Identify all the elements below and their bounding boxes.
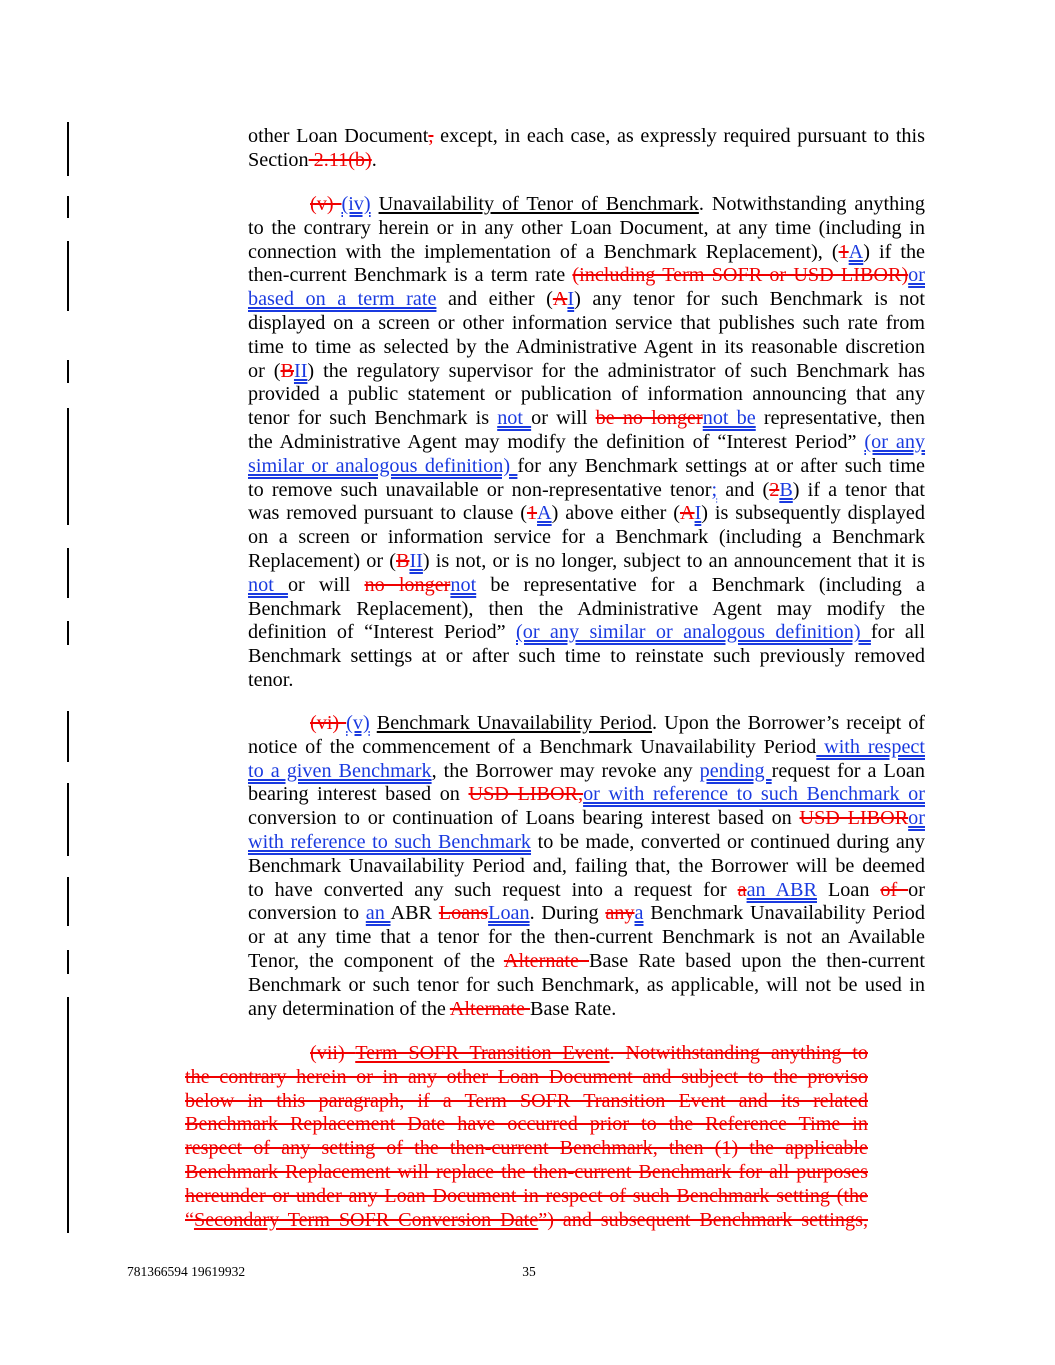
inserted-text: to a given Benchmark [248,759,432,782]
inserted-text: I [694,502,702,525]
deleted-text: , [428,125,434,147]
inserted-text: with reference to such Benchmark [248,830,532,853]
text-run: or ( [248,359,281,382]
text-run: ) if a tenor that [792,478,926,501]
deleted-text: A [679,502,695,525]
deleted-text: USD LIBOR, [468,783,584,806]
deleted-text: ”) and subsequent Benchmark settings, [538,1208,868,1231]
text-run: Base Rate based upon the then-current [589,949,925,972]
section-vii-deleted-term-sofr-transition [185,1042,868,1232]
text-line [248,241,925,265]
inserted-text: not [497,407,532,430]
inserted-text: a [634,902,644,925]
deleted-text: B [395,549,410,572]
text-line [185,1113,868,1137]
deleted-text: of [880,878,909,901]
change-bar [67,122,69,176]
text-line [248,831,925,855]
change-bar [67,783,69,856]
text-run: tenor. [248,668,294,691]
text-run: be representative for a Benchmark (including a [476,573,925,596]
text-run: provided a public statement or publication of information announcing that any [248,383,925,406]
section-iv-unavailability-of-tenor [248,193,925,693]
text-run: except, in each case, as expressly required pursuant to this [433,125,925,147]
deleted-underlined-text: Term SOFR Transition Event [355,1042,610,1064]
deleted-text: (vii) [310,1042,356,1064]
deleted-text: any [605,902,635,925]
footer-document-id: 781366594 19619932 [127,1264,246,1279]
text-line [248,645,925,669]
inserted-text: II [409,549,423,572]
inserted-text: (or any [864,430,926,453]
deleted-text: USD LIBOR [799,807,909,830]
inserted-text: or [908,807,925,830]
text-line [248,974,925,998]
change-bar [67,621,69,645]
text-run: on a screen or information service for a Benchmark (including a Benchmark [248,526,925,549]
change-bar [67,360,69,383]
text-run: any determination of the [248,997,450,1020]
inserted-text: (iv) [341,193,371,215]
text-line [248,125,925,149]
text-run: Tenor, the component of the [248,949,504,972]
change-bar [67,408,69,525]
text-line [248,312,925,336]
underlined-heading: Unavailability of Tenor of Benchmark [378,193,699,215]
text-run: other Loan Document [248,125,429,147]
text-line [248,902,925,926]
text-run: request for a Loan [771,759,925,782]
text-run: and ( [717,478,770,501]
deleted-text: (vi) [310,712,347,734]
inserted-text: not be [702,407,756,430]
text-line [185,1161,868,1185]
inserted-text: Loan [488,902,530,925]
text-run: and either ( [436,288,553,311]
text-line [248,760,925,784]
inserted-text: based on a term rate [248,288,437,311]
deleted-text: (including Term SOFR or USD LIBOR) [572,264,909,287]
text-line [185,1090,868,1114]
text-run: . [371,148,377,171]
inserted-text: A [537,502,552,525]
text-line [248,550,925,574]
deleted-text: “ [185,1208,194,1231]
text-run: ) is not, or is no longer, subject to an announcement that it is [422,549,926,572]
text-run: displayed on a screen or other information service that publishes such rate from [248,311,925,334]
text-run: tenor for such Benchmark is [248,407,498,430]
change-bar [67,241,69,311]
inserted-text: ; [711,478,718,501]
section-v-benchmark-unavailability-period [248,712,925,1021]
text-run: ) any tenor for such Benchmark is not [574,288,925,311]
text-run: for any Benchmark settings at or after such time [517,454,925,477]
deleted-text: respect of any setting of the then-current Benchmark, then (1) the applicable [185,1137,868,1160]
text-line [248,950,925,974]
text-run [371,193,379,215]
text-run: or at any time that a tenor for the then-current Benchmark is not an Available [248,926,925,949]
inserted-text: A [848,240,864,263]
deleted-text: . Notwithstanding anything to [609,1042,868,1064]
text-run: . During [529,902,606,925]
paragraph-continuation [248,125,925,173]
text-line [248,264,925,288]
text-run: time to time as selected by the Administrative Agent in its reasonable discretion [248,335,925,358]
text-line [248,926,925,950]
text-line [248,669,925,693]
change-bar [67,711,69,762]
text-run: or will [531,407,596,430]
inserted-text: (or any similar or analogous definition) [516,621,871,644]
text-run: . Upon the Borrower’s receipt of [652,712,926,734]
text-run: conversion to [248,902,366,925]
text-line [248,526,925,550]
text-line [248,431,925,455]
inserted-text: or [908,264,925,287]
text-run: ) the regulatory supervisor for the administrator of such Benchmark has [307,359,925,382]
text-line [248,479,925,503]
page-number: 35 [522,1264,536,1279]
text-line [248,217,925,241]
deleted-underlined-text: Secondary Term SOFR Conversion Date [193,1208,539,1231]
text-run: notice of the commencement of a Benchmark Unavailability Period [248,735,817,758]
deleted-text: hereunder or under any Loan Document in respect of such Benchmark setting (the [185,1184,868,1207]
text-line [248,336,925,360]
change-bar [67,196,69,218]
text-run: Base Rate. [529,997,617,1020]
text-run: definition of “Interest Period” [248,621,516,644]
inserted-text: with respect [816,735,925,758]
text-line [248,712,925,736]
inserted-text: an [365,902,391,925]
text-run: to be made, converted or continued during any [531,830,925,853]
text-line [248,855,925,879]
deleted-text: Alternate [449,997,530,1020]
text-line [185,1209,868,1233]
text-line [248,879,925,903]
text-line [185,1137,868,1161]
deleted-text: 2.11(b) [308,148,372,171]
deleted-text: 1 [526,502,538,525]
text-line [248,360,925,384]
text-line [248,383,925,407]
text-run: Section [248,148,309,171]
deleted-text: Alternate [503,949,589,972]
text-run: Benchmark or such tenor for such Benchmark, as applicable, will not be used in [248,973,925,996]
deleted-text: A [552,288,568,311]
text-run: bearing interest based on [248,783,469,806]
inserted-text: I [567,288,575,311]
inserted-text: an ABR [746,878,817,901]
text-line [248,149,925,173]
deleted-text: 2 [769,478,780,501]
deleted-text: be no longer [595,407,703,430]
change-bar [67,950,69,974]
text-line [248,574,925,598]
text-line [248,455,925,479]
deleted-text: (v) [310,193,342,215]
inserted-text: (v) [346,712,370,734]
inserted-text: pending [699,759,772,782]
text-line [185,1066,868,1090]
text-run: . Notwithstanding anything [698,193,925,215]
text-run: to have converted any such request into a request for [248,878,738,901]
change-bar [67,877,69,926]
text-run: Loan [816,878,881,901]
deleted-text: Loans [438,902,489,925]
deleted-text: B [280,359,294,382]
inserted-text: II [293,359,308,382]
inserted-text: similar or analogous definition) [248,454,518,477]
deleted-text: a [737,878,747,901]
change-bar [67,1015,69,1233]
text-line [248,621,925,645]
text-line [185,1042,868,1066]
text-run: Benchmark Replacement), then the Administrative Agent may modify the [248,597,925,620]
deleted-text: Benchmark Replacement will replace the then-current Benchmark for all purposes [185,1160,868,1183]
deleted-text: 1 [838,240,849,263]
text-line [248,783,925,807]
inserted-text: B [779,478,793,501]
text-run: connection with the implementation of a Benchmark Replacement), ( [248,240,839,263]
text-run: Benchmark Unavailability Period and, failing that, the Borrower will be deemed [248,854,925,877]
inserted-text: or with reference to such Benchmark or [583,783,925,806]
text-line [248,407,925,431]
text-line [248,998,925,1022]
text-run: ) above either ( [551,502,680,525]
text-run: for all [870,621,926,644]
text-run [370,712,377,734]
underlined-heading: Benchmark Unavailability Period [376,712,653,734]
text-run: was removed pursuant to clause ( [248,502,527,525]
deleted-text: below in this paragraph, if a Term SOFR Transition Event and its related [185,1089,868,1112]
text-run: ) is subsequently displayed [701,502,925,525]
text-line [248,193,925,217]
text-run: ABR [390,902,439,925]
text-line [248,502,925,526]
text-line [248,736,925,760]
inserted-text: not [248,573,288,596]
text-line [185,1185,868,1209]
change-bar [67,548,69,598]
deleted-text: Benchmark Replacement Date have occurred prior to the Reference Time in [185,1113,868,1136]
text-line [248,598,925,622]
text-line [248,807,925,831]
text-run: Benchmark settings at or after such time to reinstate such previously removed [248,645,925,668]
text-run: or will [287,573,365,596]
deleted-text: no longer [364,573,451,596]
text-run: to the contrary herein or in any other Loan Document, at any time (including in [248,216,925,239]
text-run: then-current Benchmark is a term rate [248,264,573,287]
text-run: the Administrative Agent may modify the definition of “Interest Period” [248,430,865,453]
inserted-text: not [450,573,477,596]
text-run: ) if the [863,240,925,263]
text-run: representative, then [755,407,925,430]
text-run: to remove such unavailable or non-representative tenor [248,478,712,501]
text-line [248,288,925,312]
text-run: or [908,878,925,901]
text-run: conversion to or continuation of Loans bearing interest based on [248,807,800,830]
text-run: Replacement) or ( [248,549,396,572]
deleted-text: the contrary herein or in any other Loan Document and subject to the proviso [185,1065,868,1088]
text-run: , the Borrower may revoke any [431,759,700,782]
text-run: Benchmark Unavailability Period [643,902,925,925]
